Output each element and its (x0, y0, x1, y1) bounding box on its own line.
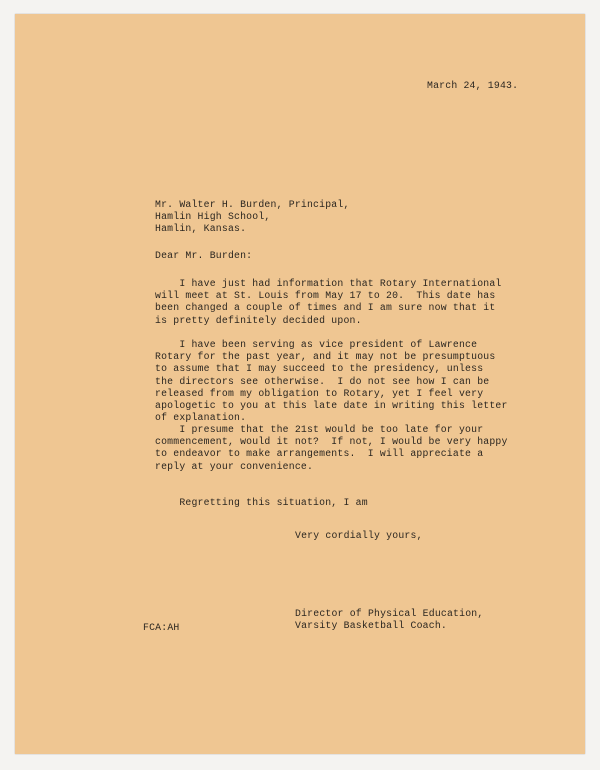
reference-initials: FCA:AH (143, 622, 180, 633)
paragraph-line: apologetic to you at this late date in writing this letter (155, 400, 508, 412)
letter-page (15, 14, 585, 754)
salutation: Dear Mr. Burden: (155, 250, 253, 261)
recipient-name-line: Mr. Walter H. Burden, Principal, (155, 199, 350, 210)
paragraph-rotary-meeting (155, 278, 515, 327)
paragraph-line: to assume that I may succeed to the presidency, unless (155, 363, 484, 375)
paragraph-line: will meet at St. Louis from May 17 to 20. This date has (155, 290, 496, 302)
signature-title-line2: Varsity Basketball Coach. (295, 620, 447, 631)
paragraph-commencement (155, 424, 515, 473)
complimentary-closing: Very cordially yours, (295, 530, 423, 541)
paragraph-line: of explanation. (155, 412, 247, 424)
signature-title-line1: Director of Physical Education, (295, 608, 484, 619)
recipient-city-line: Hamlin, Kansas. (155, 223, 247, 234)
paragraph-line: reply at your convenience. (155, 460, 314, 472)
letter-date: March 24, 1943. (427, 80, 519, 91)
paragraph-line: Rotary for the past year, and it may not be presumptuous (155, 351, 496, 363)
paragraph-line: Regretting this situation, I am (155, 497, 368, 508)
paragraph-line: been changed a couple of times and I am sure now that it (155, 302, 496, 314)
paragraph-line: I have just had information that Rotary International (155, 278, 502, 289)
paragraph-line: commencement, would it not? If not, I would be very happy (155, 436, 508, 448)
paragraph-line: to endeavor to make arrangements. I will appreciate a (155, 448, 484, 460)
paragraph-regretting (155, 497, 515, 509)
paragraph-line: the directors see otherwise. I do not see how I can be (155, 375, 490, 387)
paragraph-line: I have been serving as vice president of Lawrence (155, 339, 478, 350)
paragraph-line: I presume that the 21st would be too late for your (155, 424, 484, 435)
paragraph-line: is pretty definitely decided upon. (155, 314, 362, 326)
paragraph-line: released from my obligation to Rotary, yet I feel very (155, 387, 484, 399)
recipient-school-line: Hamlin High School, (155, 211, 271, 222)
paragraph-vice-president (155, 339, 515, 424)
